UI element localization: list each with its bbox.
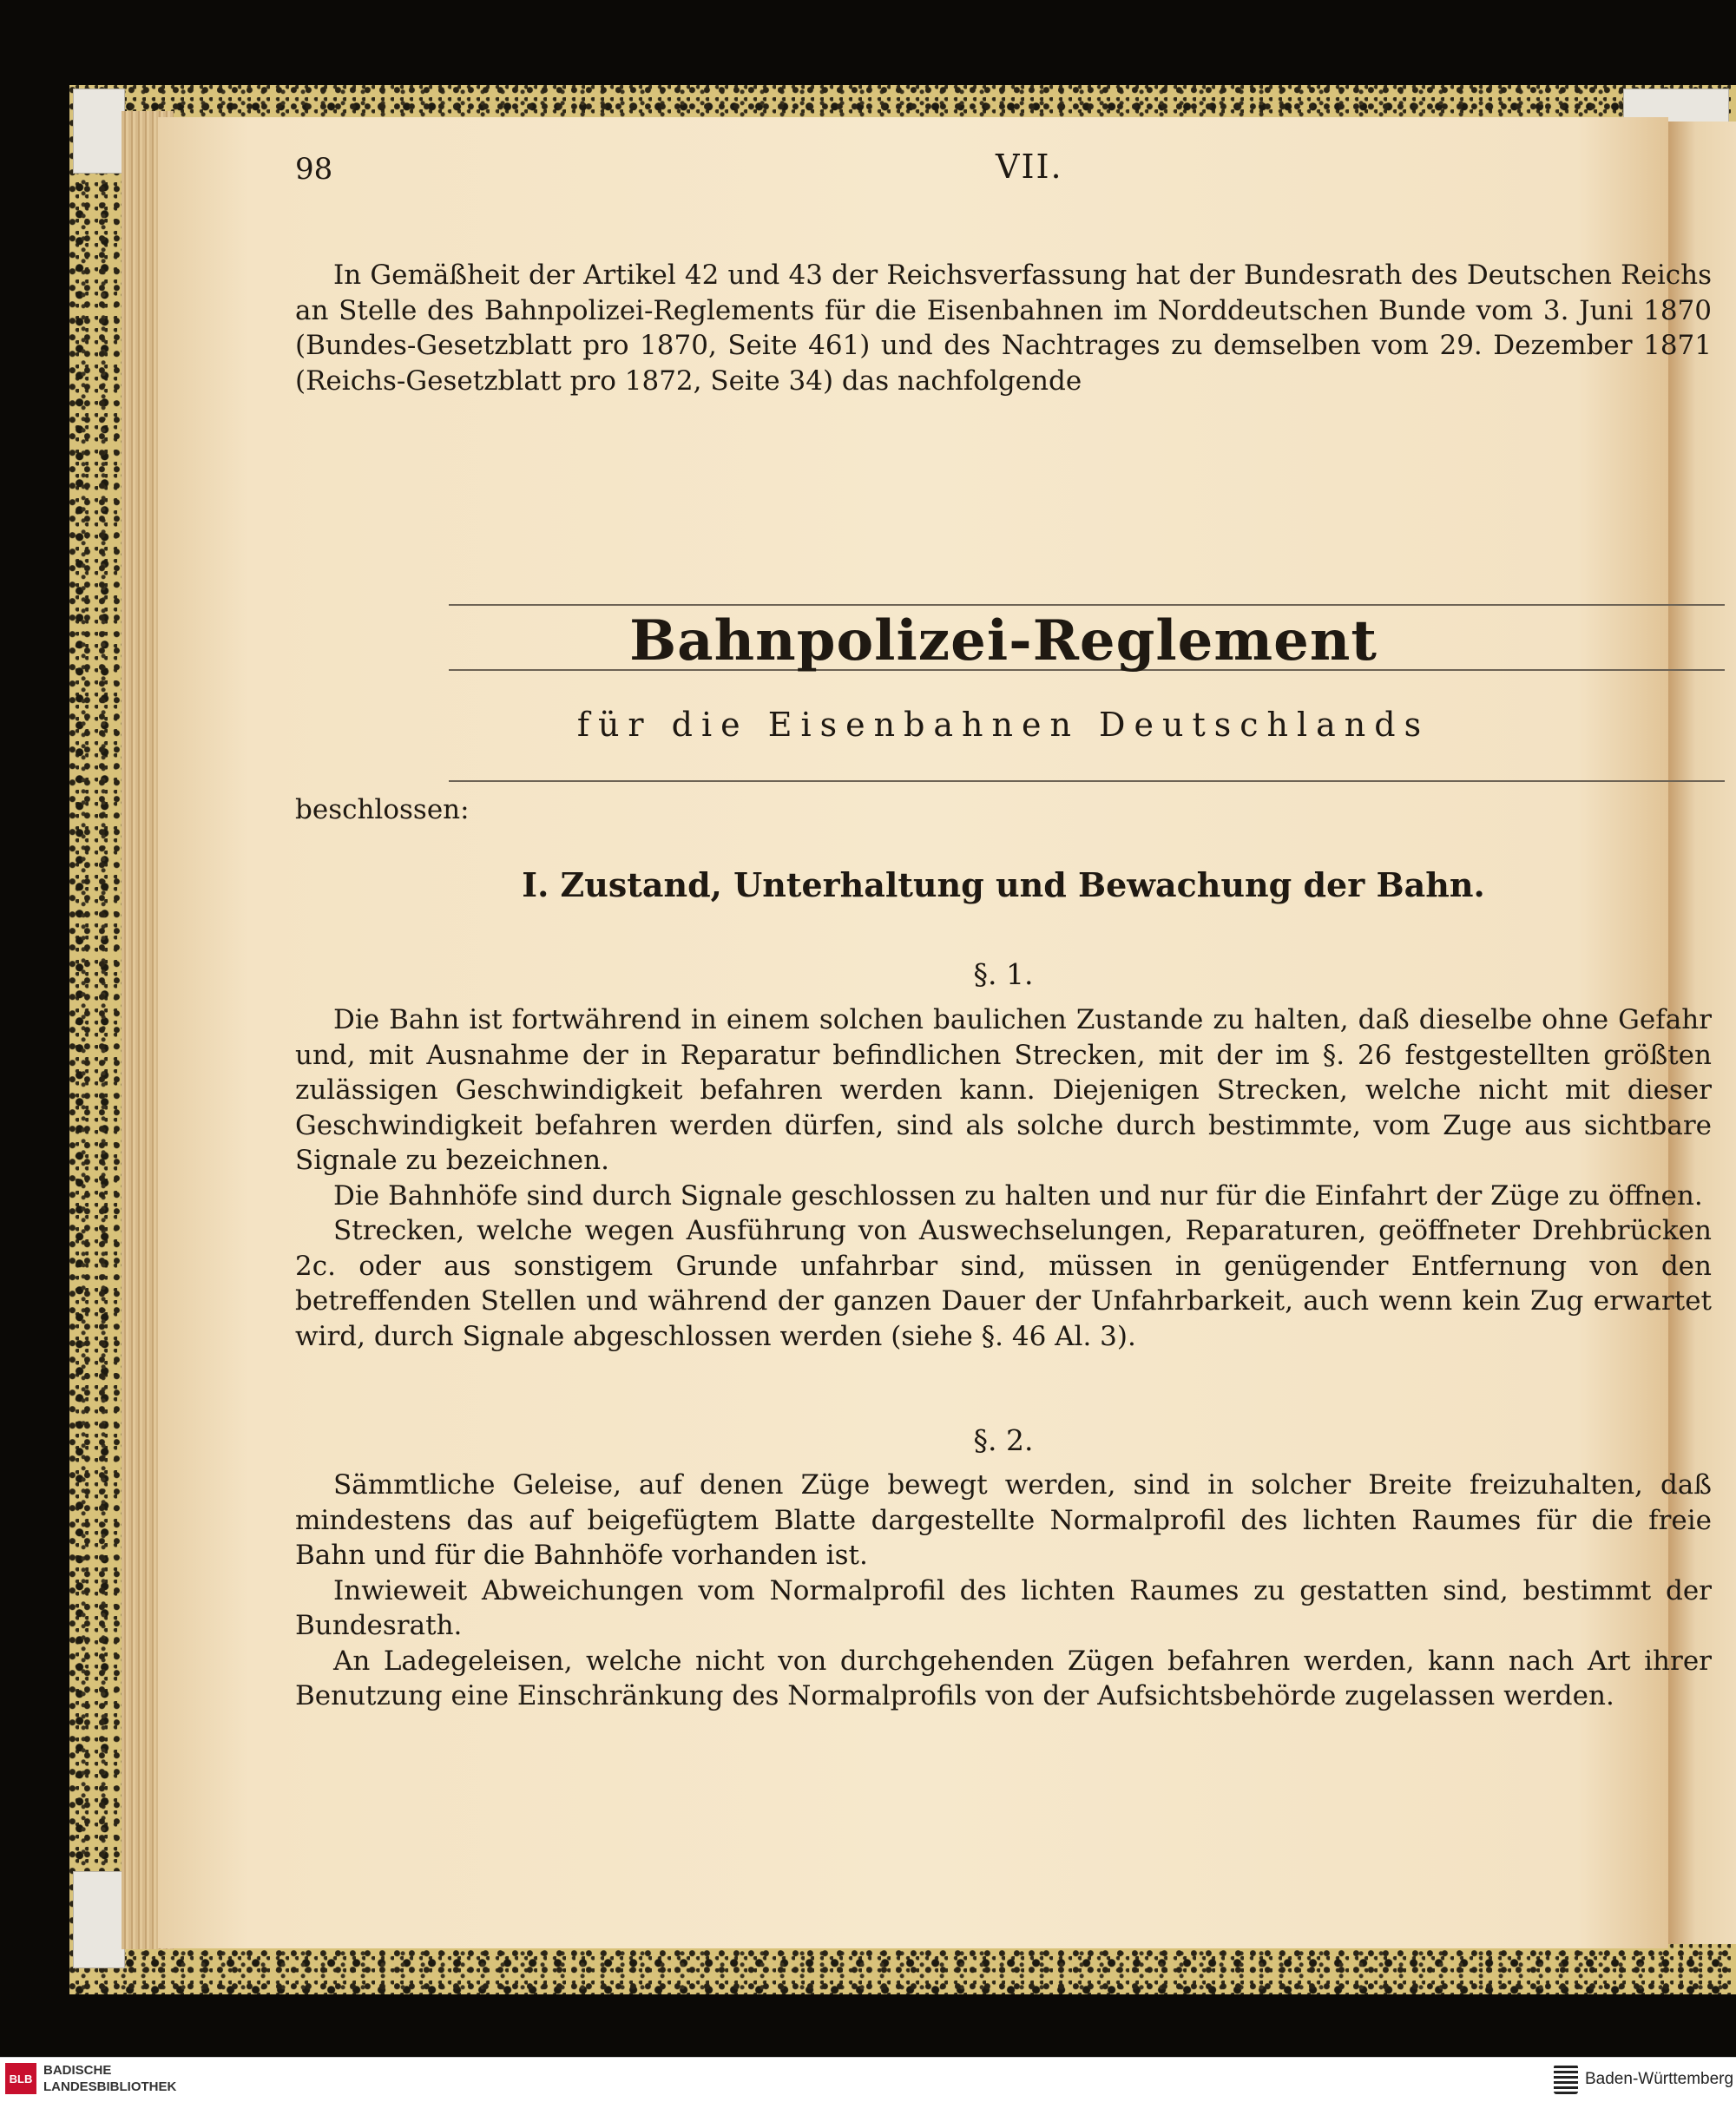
- resolved-label: beschlossen:: [295, 794, 470, 825]
- coat-of-arms-icon[interactable]: [1554, 2065, 1578, 2094]
- paragraph-text: Strecken, welche wegen Ausführung von Auswechselungen, Reparaturen, geöffneter Drehbrücken 2c. oder aus sonstigem Grunde unfahrbar sind, müssen in genügender Entfernung von den betreffenden Stellen und während der ganzen Dauer der Unfahrbarkeit, auch wenn kein Zug erwartet wird, durch Signale abgeschlossen werden (siehe §. 46 Al. 3).: [295, 1215, 1712, 1352]
- footer-bar: [0, 2057, 1736, 2102]
- paragraph-text: Die Bahn ist fortwährend in einem solchen baulichen Zustande zu halten, daß dieselbe ohne Gefahr und, mit Ausnahme der in Reparatur befindlichen Strecken, mit der im §. 26 festgestellten größten zulässigen Geschwindigkeit befahren werden kann. Diejenigen Strecken, welche nicht mit dieser Geschwindigkeit befahren werden dürfen, sind als solche durch bestimmte, vom Zuge aus sichtbare Signale zu bezeichnen.: [295, 1004, 1712, 1176]
- paragraph-text: Inwieweit Abweichungen vom Normalprofil des lichten Raumes zu gestatten sind, bestimmt der Bundesrath.: [295, 1574, 1712, 1641]
- paragraph-mark: §. 2.: [973, 1423, 1034, 1457]
- paragraph-1: [295, 1002, 1712, 1354]
- section-title: Zustand, Unterhaltung und Bewachung der Bahn.: [560, 865, 1485, 904]
- intro-paragraph: [295, 258, 1712, 398]
- blb-logo[interactable]: BLB: [5, 2063, 36, 2094]
- paragraph-text: Sämmtliche Geleise, auf denen Züge bewegt werden, sind in solcher Breite freizuhalten, daß mindestens das auf beigefügtem Blatte dargestellte Normalprofil des lichten Raumes für die freie Bahn und für die Bahnhöfe vorhanden ist.: [295, 1469, 1712, 1571]
- paragraph-2: [295, 1468, 1712, 1714]
- intro-text: In Gemäßheit der Artikel 42 und 43 der Reichsverfassung hat der Bundesrath des Deutschen Reichs an Stelle des Bahnpolizei-Reglements für die Eisenbahnen im Norddeutschen Bunde vom 3. Juni 1870 (Bundes-Gesetzblatt pro 1870, Seite 461) und des Nachtrages zu demselben vom 29. Dezember 1871 (Reichs-Gesetzblatt pro 1872, Seite 34) das nachfolgende: [295, 259, 1712, 397]
- divider-line: [449, 604, 1725, 606]
- library-name-line1: BADISCHE: [43, 2063, 112, 2078]
- paragraph-mark: §. 1.: [973, 957, 1034, 991]
- section-number: I.: [522, 865, 549, 904]
- corner-protector: [73, 1871, 125, 1968]
- section-numeral: VII.: [996, 148, 1063, 186]
- library-name-line2: LANDESBIBLIOTHEK: [43, 2079, 177, 2094]
- book-page: [158, 117, 1712, 1948]
- paragraph-text: Die Bahnhöfe sind durch Signale geschlossen zu halten und nur für die Einfahrt der Züge zu öffnen.: [333, 1179, 1703, 1212]
- divider-line: [449, 780, 1725, 782]
- state-name[interactable]: Baden-Württemberg: [1585, 2070, 1734, 2088]
- section-heading: [295, 865, 1712, 904]
- document-title: Bahnpolizei-Reglement: [629, 608, 1378, 673]
- paragraph-text: An Ladegeleisen, welche nicht von durchgehenden Zügen befahren werden, kann nach Art ihrer Benutzung eine Einschränkung des Normalprofils von der Aufsichtsbehörde zugelassen werden.: [295, 1645, 1712, 1711]
- document-subtitle: für die Eisenbahnen Deutschlands: [576, 706, 1430, 744]
- library-name[interactable]: [43, 2062, 176, 2095]
- corner-protector: [73, 89, 125, 174]
- page-number: 98: [295, 152, 333, 187]
